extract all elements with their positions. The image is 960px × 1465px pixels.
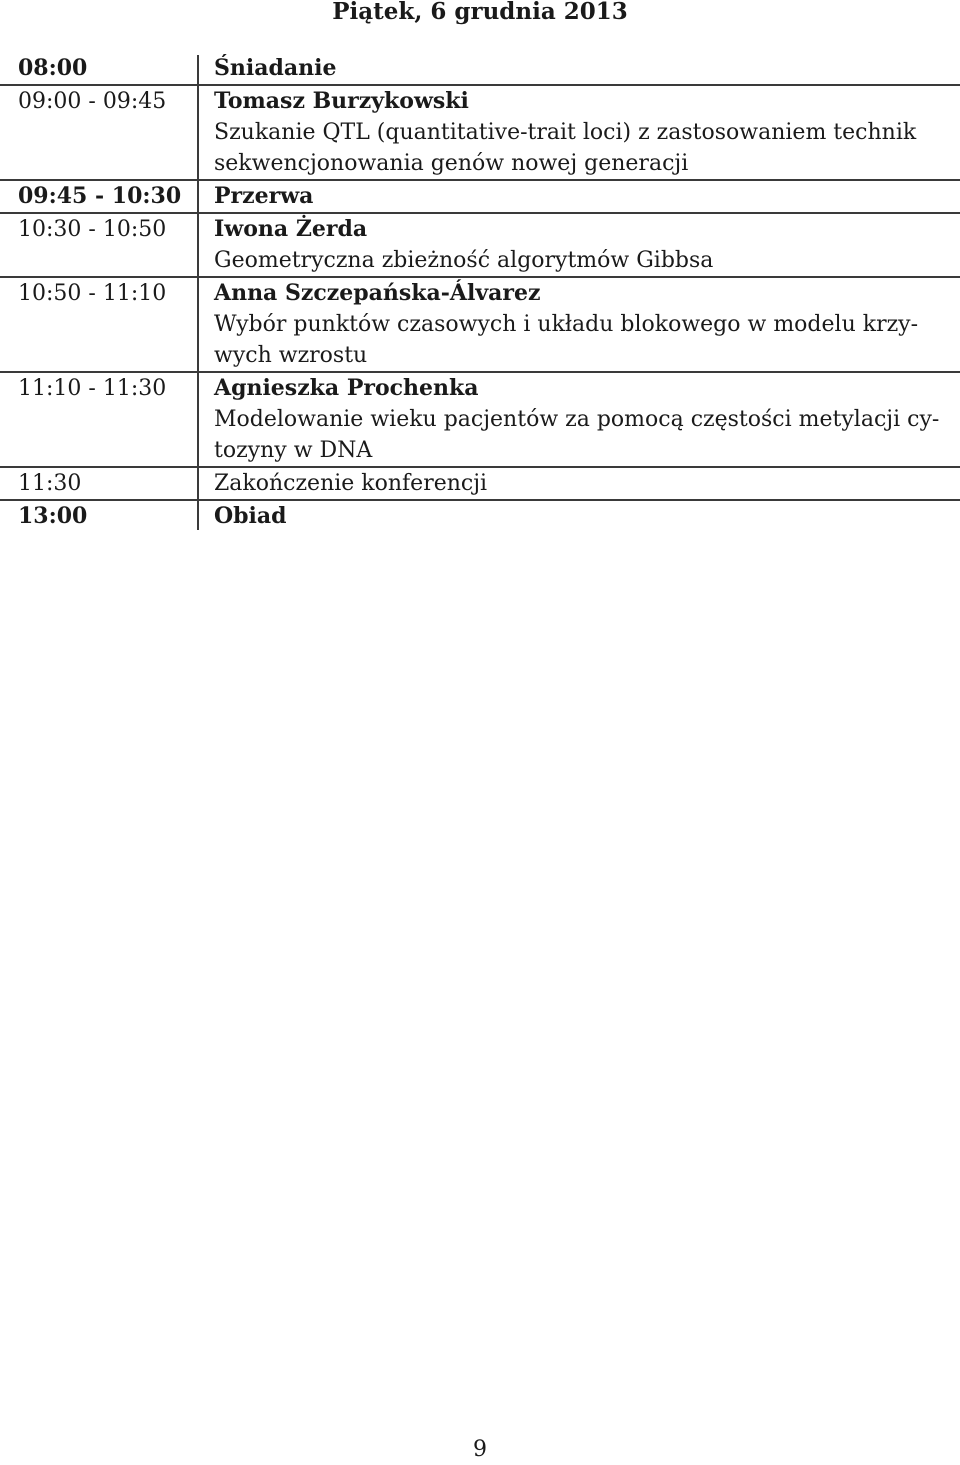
- talk-title-line: Szukanie QTL (quantitative-trait loci) z zastosowaniem technik: [214, 120, 917, 145]
- row-time: 09:00 - 09:45: [18, 89, 167, 114]
- speaker-name: Anna Szczepańska-Álvarez: [214, 280, 541, 306]
- row-title: Śniadanie: [214, 55, 337, 81]
- schedule-row-talk-burzykowski: [0, 86, 960, 181]
- schedule-row-talk-szczepanska: [0, 278, 960, 373]
- speaker-name: Agnieszka Prochenka: [214, 375, 479, 401]
- row-title: Obiad: [214, 503, 287, 529]
- row-time: 09:45 - 10:30: [18, 183, 182, 209]
- row-time: 13:00: [18, 503, 88, 529]
- page-number: 9: [473, 1437, 487, 1462]
- speaker-name: Tomasz Burzykowski: [214, 88, 469, 114]
- row-title: Przerwa: [214, 183, 314, 209]
- talk-title-line: sekwencjonowania genów nowej generacji: [214, 151, 689, 176]
- page-title: Piątek, 6 grudnia 2013: [332, 0, 628, 25]
- row-time: 08:00: [18, 55, 88, 81]
- row-time: 10:30 - 10:50: [18, 217, 167, 242]
- schedule-row-lunch: [0, 501, 960, 532]
- schedule-row-breakfast: [0, 53, 960, 86]
- talk-title-line: tozyny w DNA: [214, 438, 373, 463]
- speaker-name: Iwona Żerda: [214, 216, 368, 242]
- schedule-row-closing: [0, 468, 960, 501]
- schedule-row-talk-zerda: [0, 214, 960, 278]
- row-title: Zakończenie konferencji: [214, 471, 488, 496]
- talk-title-line: Modelowanie wieku pacjentów za pomocą częstości metylacji cy-: [214, 407, 940, 432]
- schedule-row-talk-prochenka: [0, 373, 960, 468]
- talk-title-line: Wybór punktów czasowych i układu blokowego w modelu krzy-: [214, 312, 919, 337]
- row-time: 11:30: [18, 471, 82, 496]
- talk-title-line: Geometryczna zbieżność algorytmów Gibbsa: [214, 248, 714, 273]
- schedule-table: [0, 53, 960, 532]
- row-time: 11:10 - 11:30: [18, 376, 167, 401]
- talk-title-line: wych wzrostu: [214, 343, 368, 368]
- schedule-row-break: [0, 181, 960, 214]
- row-time: 10:50 - 11:10: [18, 281, 167, 306]
